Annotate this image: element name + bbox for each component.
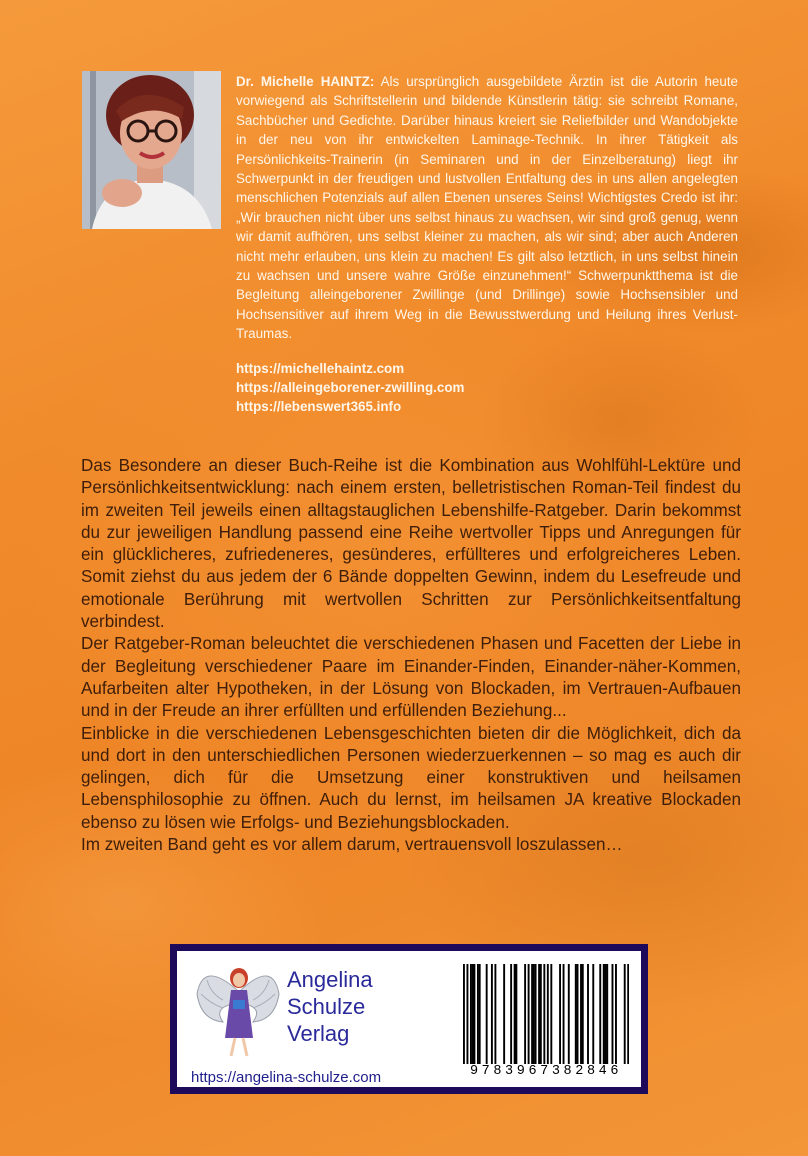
angel-logo-icon xyxy=(193,960,283,1060)
barcode-bar xyxy=(599,964,601,1068)
publisher-box-inner xyxy=(177,951,641,1087)
barcode-bar xyxy=(587,964,589,1068)
author-name: Dr. Michelle HAINTZ: xyxy=(236,74,375,89)
barcode-bar xyxy=(582,964,584,1068)
author-bio xyxy=(236,72,738,344)
barcode-bar xyxy=(494,964,496,1068)
publisher-name-line-3: Verlag xyxy=(287,1021,350,1046)
author-bio-text: Als ursprünglich ausgebildete Ärztin ist die Autorin heute vorwiegend als Schriftstellerin und bildende Künstlerin tätig: sie schreibt Romane, Sachbücher und Gedichte. Darüber hinaus kreiert sie Reliefbilder und Wandobjekte in der neu von ihr entwickelten Laminage-Technik. In ihrer Tätigkeit als Persönlichkeits-Trainerin (in Seminaren und in der Einzelberatung) liegt ihr Schwerpunkt in der freudigen und lustvollen Entfaltung des in uns allen angelegten menschlichen Potenzials auf allen Ebenen unseres Seins! Wichtigstes Credo ist ihr: „Wir brauchen nicht über uns selbst hinaus zu wachsen, wir sind groß genug, wenn wir damit aufhören, uns selbst kleiner zu machen, als wir sind; aber auch Anderen nicht mehr erlauben, uns klein zu machen! Es gilt also letztlich, in uns selbst hinein zu wachsen und unsere wahre Größe einzunehmen!“ Schwerpunktthema ist die Begleitung alleingeborener Zwillinge (und Drillinge) sowie Hochsensibler und Hochsensitiver auf ihrem Weg in die Bewusstwerdung und Heilung ihres Verlust-Traumas. xyxy=(236,74,738,342)
link-alleingeborener-zwilling[interactable]: https://alleingeborener-zwilling.com xyxy=(236,380,465,395)
link-lebenswert365[interactable]: https://lebenswert365.info xyxy=(236,399,402,414)
barcode-bar xyxy=(547,964,549,1068)
barcode-bar xyxy=(575,964,577,1068)
publisher-name xyxy=(287,966,373,1047)
blurb-paragraph-1: Das Besondere an dieser Buch-Reihe ist die Kombination aus Wohlfühl-Lektüre und Persönlichkeitsentwicklung: nach einem ersten, belletristischen Roman-Teil findest du im zweiten Teil jeweils einen alltagstauglichen Lebenshilfe-Ratgeber. Darin bekommst du zur jeweiligen Handlung passend eine Reihe wertvoller Tipps und Anregungen für ein glücklicheres, zufriedeneres, gesünderes, erfüllteres und erfolgreicheres Leben. Somit ziehst du aus jedem der 6 Bände doppelten Gewinn, indem du Lesefreude und emotionale Berührung mit wertvollen Schritten zur Persönlichkeitsentfaltung verbindest. xyxy=(81,456,741,632)
barcode-bar xyxy=(524,964,526,1068)
barcode-bar xyxy=(615,964,617,1068)
barcode-bar xyxy=(472,964,474,1068)
barcode-bar xyxy=(479,964,481,1068)
publisher-url[interactable]: https://angelina-schulze.com xyxy=(191,1069,382,1086)
isbn-digits: 9783967382846 xyxy=(463,1064,629,1079)
barcode-bar xyxy=(533,964,535,1068)
publisher-name-line-1: Angelina xyxy=(287,967,373,992)
isbn-barcode xyxy=(463,964,629,1080)
barcode-bar xyxy=(627,964,629,1068)
barcode-bar xyxy=(510,964,512,1068)
barcode-bar xyxy=(466,964,468,1068)
barcode-bar xyxy=(528,964,530,1068)
barcode-bar xyxy=(477,964,479,1068)
barcode-bar xyxy=(514,964,516,1068)
link-michellehaintz[interactable]: https://michellehaintz.com xyxy=(236,361,405,376)
author-photo xyxy=(82,71,221,229)
blurb-paragraph-2: Der Ratgeber-Roman beleuchtet die verschiedenen Phasen und Facetten der Liebe in der Begleitung verschiedener Paare im Einander-Finden, Einander-näher-Kommen, Aufarbeiten alter Hypotheken, in der Lösung von Blockaden, im Vertrauen-Aufbauen und in der Freude an ihrer erfüllten und erfüllenden Beziehung... xyxy=(81,634,741,721)
barcode-bar xyxy=(612,964,614,1068)
blurb-paragraph-4: Im zweiten Band geht es vor allem darum, vertrauensvoll loszulassen… xyxy=(81,835,623,855)
barcode-bar xyxy=(540,964,542,1068)
barcode-bar xyxy=(515,964,517,1068)
barcode-bar xyxy=(563,964,565,1068)
barcode-bar xyxy=(592,964,594,1068)
author-links xyxy=(236,359,636,416)
barcode-bar xyxy=(486,964,488,1068)
blurb-paragraph-3: Einblicke in die verschiedenen Lebensgeschichten bieten dir die Möglichkeit, dich da und dort in den unterschiedlichen Personen wiederzuerkennen – so mag es auch dir gelingen, dich für die Umsetzung einer konstruktiven und heilsamen Lebensphilosophie zu öffnen. Auch du lernst, im heilsamen JA kreative Blockaden ebenso zu lösen wie Erfolgs- und Beziehungsblockaden. xyxy=(81,723,741,832)
barcode-bar xyxy=(538,964,540,1068)
barcode-bar xyxy=(580,964,582,1068)
barcode-bar xyxy=(603,964,605,1068)
barcode-bar xyxy=(503,964,505,1068)
barcode-bar xyxy=(624,964,626,1068)
barcode-bar xyxy=(550,964,552,1068)
barcode-bar xyxy=(531,964,533,1068)
author-photo-illustration xyxy=(82,71,221,229)
barcode-bar xyxy=(543,964,545,1068)
publisher-box xyxy=(170,944,648,1094)
book-blurb xyxy=(81,455,741,856)
barcode-bar xyxy=(559,964,561,1068)
barcode-bar xyxy=(470,964,472,1068)
barcode-bar xyxy=(473,964,475,1068)
barcode-bar xyxy=(491,964,493,1068)
barcode-bar xyxy=(606,964,608,1068)
barcode-bar xyxy=(577,964,579,1068)
barcode-bar xyxy=(535,964,537,1068)
publisher-name-line-2: Schulze xyxy=(287,994,366,1019)
barcode-bar xyxy=(605,964,607,1068)
barcode-bar xyxy=(568,964,570,1068)
barcode-bar xyxy=(463,964,465,1068)
